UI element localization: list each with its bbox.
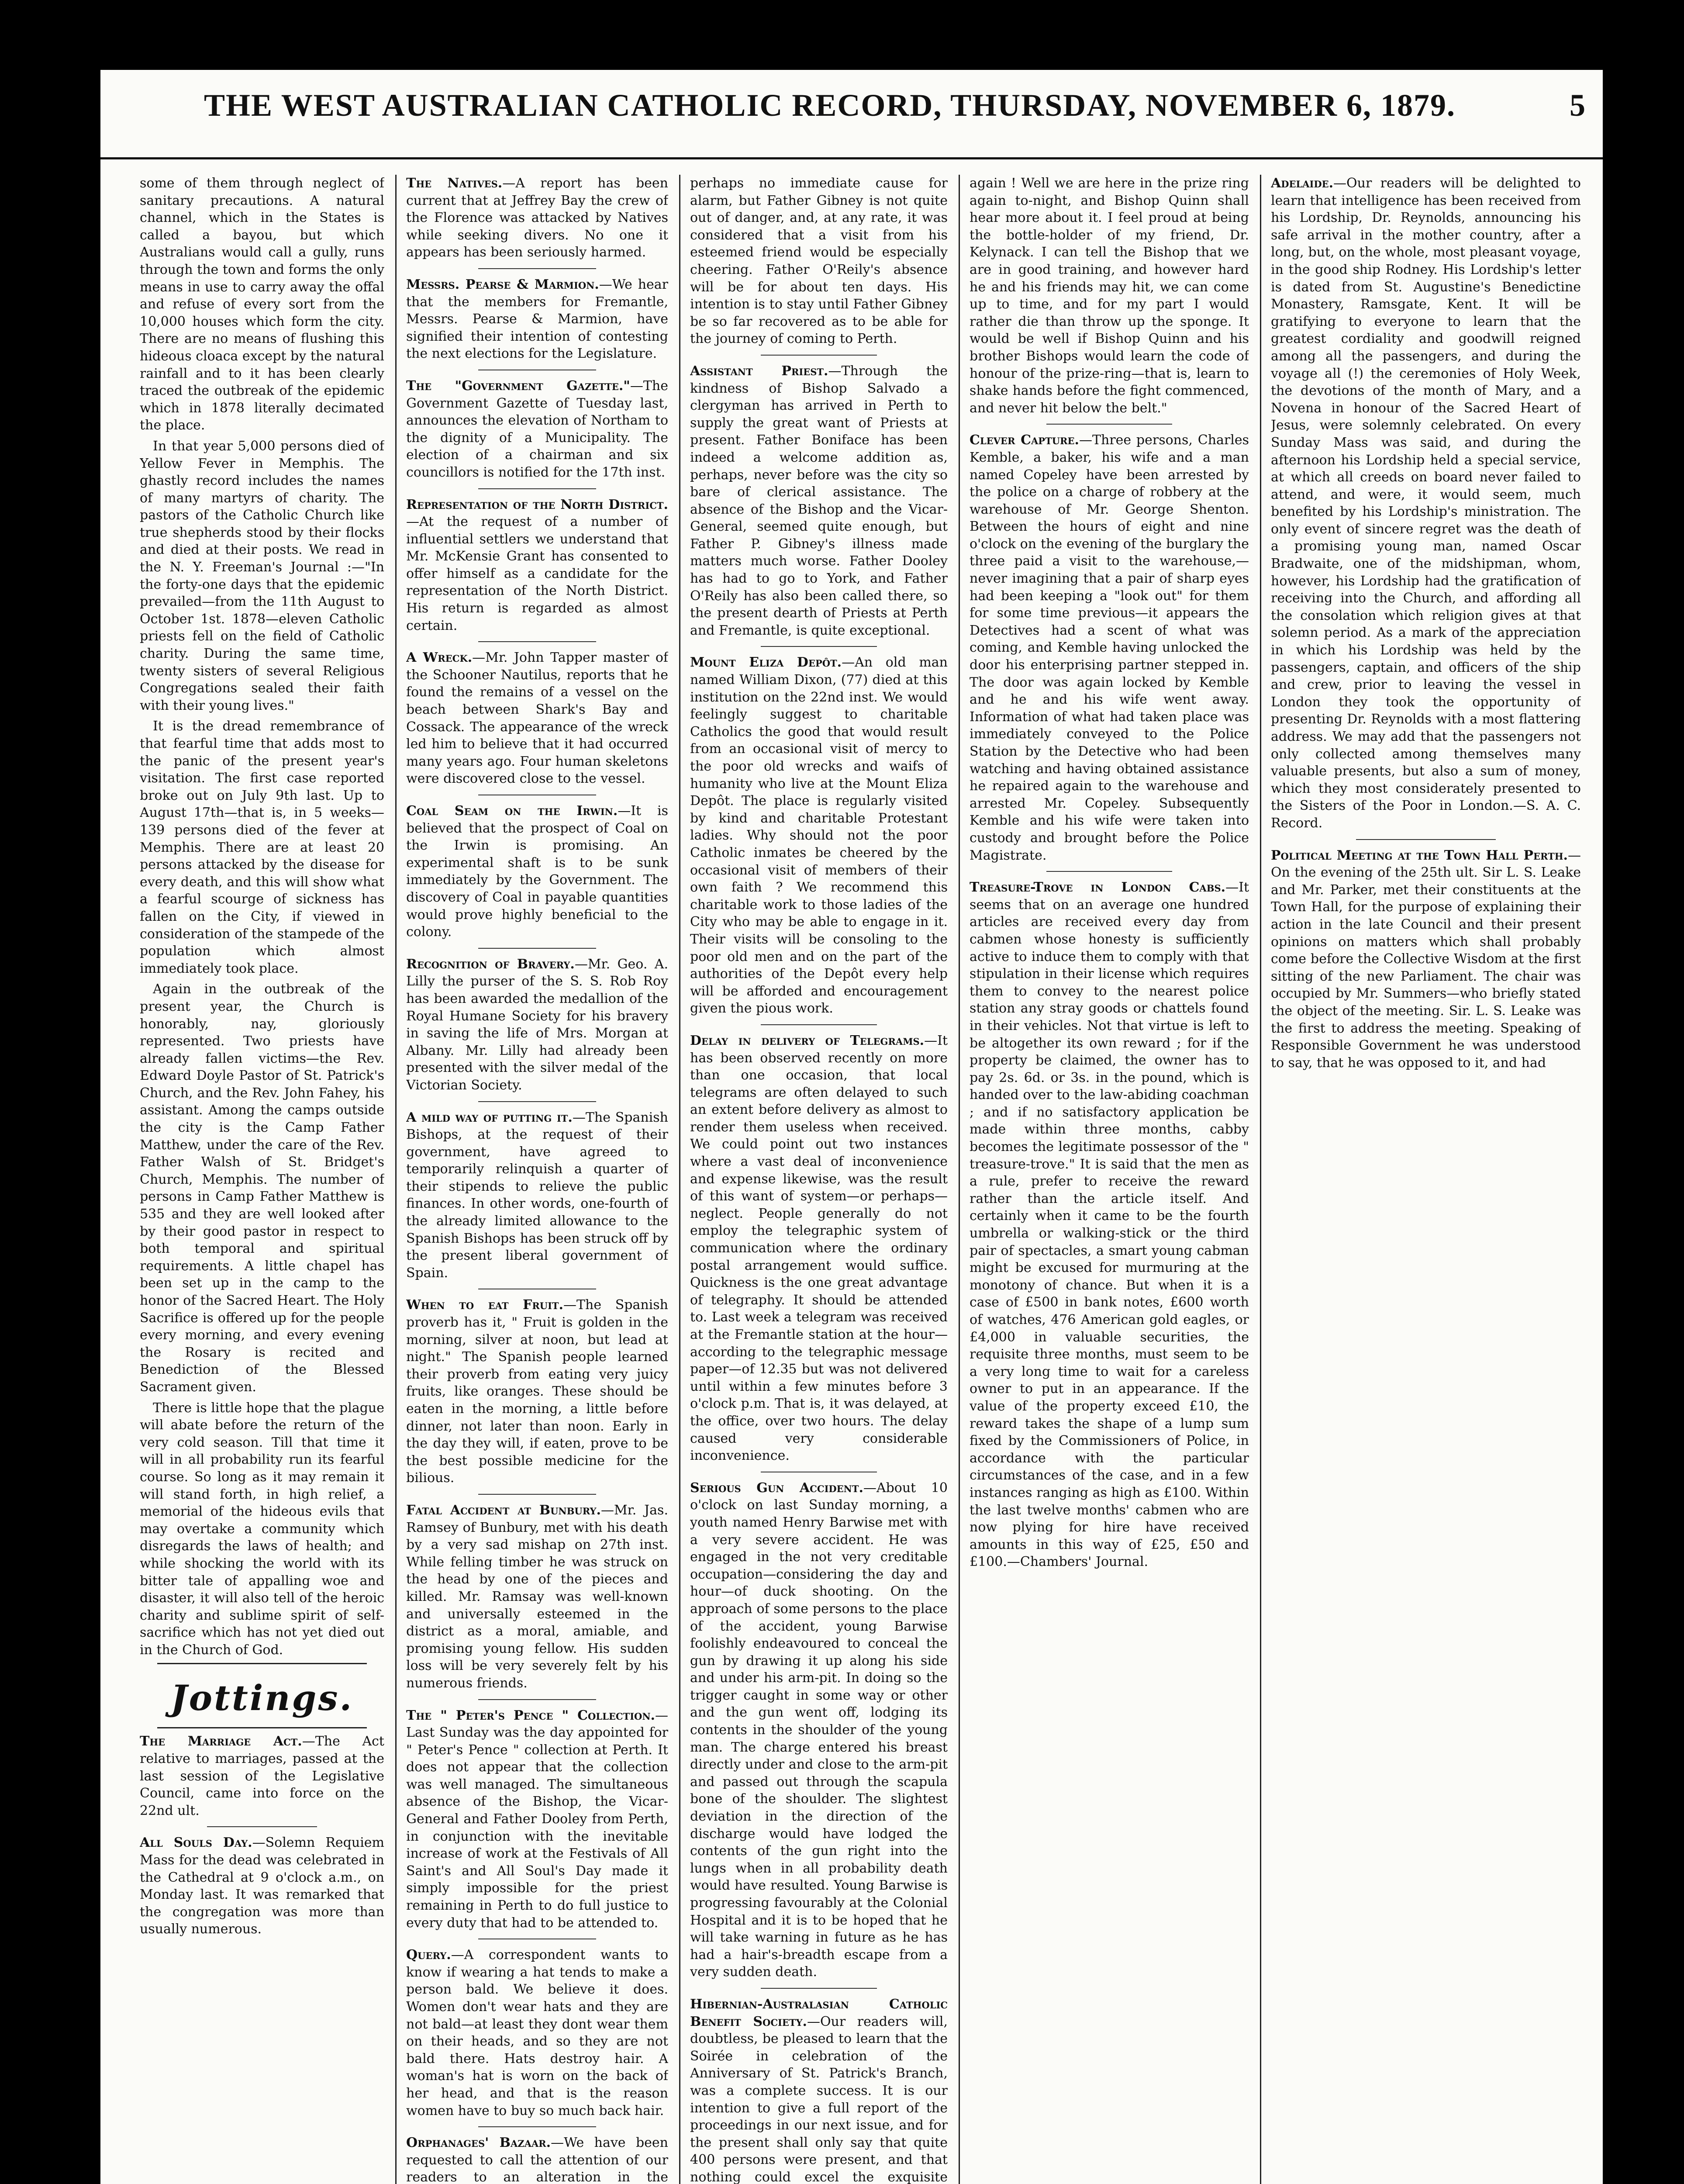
item-headline: All Souls Day. <box>140 1835 252 1851</box>
item-headline: Treasure-Trove in London Cabs. <box>970 880 1226 895</box>
item-body: —Mr. Geo. A. Lilly the purser of the S. S. Rob Roy has been awarded the medallion of the Royal Humane Society for his bravery in saving the life of Mrs. Morgan at Albany. Mr. Lilly had already been presented with the silver medal of the Victorian Society. <box>406 956 668 1093</box>
news-item <box>406 1296 668 1487</box>
news-item <box>970 879 1249 1571</box>
item-headline: Query. <box>406 1947 451 1963</box>
item-headline: Clever Capture. <box>970 432 1079 448</box>
divider <box>478 1101 596 1102</box>
item-headline: Coal Seam on the Irwin. <box>406 803 618 819</box>
news-item <box>140 1733 384 1819</box>
masthead <box>100 70 1603 159</box>
news-item <box>690 175 948 348</box>
newspaper-page <box>100 70 1603 2184</box>
item-headline: A Wreck. <box>406 650 473 666</box>
column-rule <box>1260 175 1261 2184</box>
item-headline: Adelaide. <box>1271 176 1334 191</box>
columns <box>140 175 1581 2184</box>
item-headline: Serious Gun Accident. <box>690 1480 863 1496</box>
item-headline: Hibernian-Australasian Catholic Benefit Society. <box>690 1996 948 2029</box>
newspaper-title: THE WEST AUSTRALIAN CATHOLIC RECORD, THURSDAY, NOVEMBER 6, 1879. <box>204 88 1456 123</box>
item-headline: The Natives. <box>406 176 503 191</box>
item-headline: Messrs. Pearse & Marmion. <box>406 276 599 292</box>
item-body: —The Act relative to marriages, passed at the last session of the Legislative Council, came into force on the 22nd ult. <box>140 1734 384 1818</box>
news-item <box>1271 175 1581 832</box>
item-headline: The " Peter's Pence " Collection. <box>406 1707 655 1723</box>
page-number: 5 <box>1570 88 1585 123</box>
news-item <box>406 496 668 635</box>
column-rule <box>959 175 960 2184</box>
item-body: —Solemn Requiem Mass for the dead was celebrated in the Cathedral at 9 o'clock a.m., on Monday last. It was remarked that the congregation was more than usually numerous. <box>140 1835 384 1937</box>
item-headline: Assistant Priest. <box>690 363 828 379</box>
article-paragraph: There is little hope that the plague will abate before the return of the very cold season. Till that time it will in all probability run its fearful course. So long as it may remain it will stand forth, in high relief, a memorial of the hideous evils that may overtake a community which disregards the laws of health; and while shocking the world with its bitter tale of appalling woe and disaster, it will also tell of the heroic charity and sublime spirit of self-sacrifice which has not yet died out in the Church of God. <box>140 1400 384 1658</box>
item-headline: Political Meeting at the Town Hall Perth. <box>1271 847 1568 863</box>
news-item <box>690 1032 948 1465</box>
news-item <box>690 363 948 639</box>
item-body: —An old man named William Dixon, (77) died at this institution on the 22nd inst. We would feelingly suggest to charitable Catholics the good that would result from an occasional visit of mercy to the poor old wrecks and waifs of humanity who live at the Mount Eliza Depôt. The place is regularly visited by kind and charitable Protestant ladies. Why should not the poor Catholic inmates be cheered by the occasional visit of members of their own faith ? We recommend this charitable work to those ladies of the City who may be able to engage in it. Their visits will be consoling to the poor old men and on the part of the authorities of the Depôt every help will be afforded and encouragement given the pious work. <box>690 655 948 1016</box>
item-body: —Our readers will, doubtless, be pleased to learn that the Soirée in celebration of the Anniversary of St. Patrick's Branch, was a complete success. It is our intention to give a full report of the proceedings in our next issue, and for the present shall only say that quite 400 persons were present, and that nothing could excel the exquisite <box>690 2014 948 2184</box>
news-item <box>970 175 1249 417</box>
divider <box>1356 839 1496 840</box>
divider <box>157 1727 367 1728</box>
item-body: —About 10 o'clock on last Sunday morning, a youth named Henry Barwise met with a very severe accident. He was engaged in the not very creditable occupation—considering the day and hour—of duck shooting. On the approach of some persons to the place of the accident, young Barwise foolishly endeavoured to conceal the gun by drawing it up along his side and under his arm-pit. In doing so the trigger caught in some way or other and the gun went off, lodging its contents in the shoulder of the young man. The charge entered his breast directly under and close to the arm-pit and passed out through the scapula bone of the shoulder. The slightest deviation in the direction of the discharge would have lodged the contents of the gun right into the lungs when in all probability death would have resulted. Young Barwise is progressing favourably at the Colonial Hospital and it is to be hoped that he will take warning in future as he has had a hair's-breadth escape from a very sudden death. <box>690 1480 948 1980</box>
article-paragraph: some of them through neglect of sanitary precautions. A natural channel, which in the States is called a bayou, but which Australians would call a gully, runs through the town and forms the only means in use to carry away the offal and refuse of every sort from the 10,000 houses which form the city. There are no means of flushing this hideous cloaca except by the natural rainfall and to it has been clearly traced the outbreak of the epidemic which in 1878 literally decimated the place. <box>140 176 384 433</box>
column-4 <box>970 175 1249 2184</box>
divider <box>478 2126 596 2127</box>
article-paragraph: In that year 5,000 persons died of Yellow Fever in Memphis. The ghastly record includes the names of many martyrs of charity. The pastors of the Catholic Church like true shepherds stood by their flocks and died at their posts. We read in the N. Y. Freeman's Journal :—"In the forty-one days that the epidemic prevailed—from the 11th August to October 1st. 1878—eleven Catholic priests fell on the field of Catholic charity. During the same time, twenty sisters of several Religious Congregations sealed their faith with their young lives." <box>140 438 384 713</box>
column-rule <box>679 175 680 2184</box>
news-item <box>406 276 668 363</box>
item-headline: Orphanages' Bazaar. <box>406 2135 551 2151</box>
news-item <box>406 1502 668 1692</box>
article-paragraph: It is the dread remembrance of that fearful time that adds most to the panic of the present year's visitation. The first case reported broke out on July 9th last. Up to August 17th—that is, in 5 weeks—139 persons died of the fever at Memphis. There are at least 20 persons attacked by the disease for every death, and this will show what a fearful scourge of sickness has fallen on the City, if viewed in consideration of the stampede of the population which almost immediately took place. <box>140 719 384 976</box>
item-body: —On the evening of the 25th ult. Sir L. S. Leake and Mr. Parker, met their constituents at the Town Hall, for the purpose of explaining their action in the late Council and their present opinions on matters which shall probably come before the Collective Wisdom at the first sitting of the new Parliament. The chair was occupied by Mr. Summers—who briefly stated the object of the meeting. Sir. L. S. Leake was the first to address the meeting. Speaking of Responsible Government he was understood to say, that he was opposed to it, and had <box>1271 847 1581 1071</box>
item-headline: Fatal Accident at Bunbury. <box>406 1502 601 1518</box>
item-body: again ! Well we are here in the prize ring again to-night, and Bishop Quinn shall hear more about it. I feel proud at being the bottle-holder of my friend, Dr. Kelynack. I can tell the Bishop that we are in good training, and however hard he and his friends may hit, we can come up to time, and for my part I would rather die than throw up the sponge. It would be well if Bishop Quinn and his brother Bishops would learn the code of honour of the prize-ring—that is, learn to shake hands before the fight commenced, and never hit below the belt." <box>970 176 1249 416</box>
item-body: —Our readers will be delighted to learn that intelligence has been received from his Lordship, Dr. Reynolds, announcing his safe arrival in the mother country, after a long, but, on the whole, most pleasant voyage, in the good ship Rodney. His Lordship's letter is dated from St. Augustine's Benedictine Monastery, Ramsgate, Kent. It will be gratifying to everyone to learn that the greatest cordiality and goodwill reigned among all the passengers, and during the voyage all (!) the ceremonies of Holy Week, the devotions of the month of Mary, and a Novena in honour of the Sacred Heart of Jesus, were solemnly celebrated. On every Sunday Mass was said, and during the afternoon his Lordship held a special service, at which all creeds on board never failed to attend, and were, it would seem, much benefited by his Lordship's ministration. The only event of sincere regret was the death of a promising young man, named Oscar Bradwaite, one of the midshipman, whom, however, his Lordship had the gratification of receiving into the Church, and affording all the consolation which religion gives at that solemn period. As a mark of the appreciation in which his Lordship was held by the passengers, captain, and officers of the ship and crew, prior to leaving the vessel in London they took the opportunity of presenting Dr. Reynolds with a most flattering address. We may add that the passengers not only collected among themselves many valuable presents, but also a sum of money, which they most considerately presented to the Sisters of the Poor in London.—S. A. C. Record. <box>1271 176 1581 831</box>
jottings-heading: Jottings. <box>170 1677 354 1719</box>
news-item <box>690 1479 948 1981</box>
news-item <box>406 802 668 941</box>
item-body: —A report has been current that at Jeffrey Bay the crew of the Florence was attacked by Natives while seeking divers. No one it appears has been seriously harmed. <box>406 176 668 260</box>
news-item <box>690 1996 948 2184</box>
item-body: —Last Sunday was the day appointed for " Peter's Pence " collection at Perth. It does not appear that the collection was well managed. The simultaneous absence of the Bishop, the Vicar-General and Father Dooley from Perth, in conjunction with the inevitable increase of work at the Festivals of All Saint's and All Soul's Day made it simply impossible for the priest remaining in Perth to do full justice to every duty that had to be attended to. <box>406 1707 668 1931</box>
divider <box>1046 871 1172 872</box>
column-3 <box>690 175 948 2184</box>
item-headline: The Marriage Act. <box>140 1734 302 1749</box>
item-headline: The "Government Gazette." <box>406 378 630 394</box>
news-item <box>406 1946 668 2119</box>
item-body: —It seems that on an average one hundred articles are received every day from cabmen whose honesty is sufficiently active to induce them to comply with that stipulation in their license which requires them to convey to the nearest police station any stray goods or chattels found in their vehicles. Not that virtue is left to be altogether its own reward ; for if the property be claimed, the owner has to pay 2s. 6d. or 3s. in the pound, which is handed over to the law-abiding coachman ; and if no satisfactory application be made within three months, cabby becomes the legitimate possessor of the " treasure-trove." It is said that the men as a rule, prefer to receive the reward rather than the article itself. And certainly when it came to be the fourth umbrella or walking-stick or the third pair of spectacles, a smart young cabman might be excused for murmuring at the monotony of chance. But when it is a case of £500 in bank notes, £600 worth of watches, 476 American gold eagles, or £4,000 in valuable securities, the requisite three months, must seem to be a very long time to wait for a careless owner to put in an appearance. If the value of the property exceed £10, the reward takes the shape of a lump sum fixed by the Commissioners of Police, in accordance with the particular circumstances of the case, and in a few instances ranging as high as £100. Within the last twelve months' cabmen who are now plying for hire have received amounts in this way of £25, £50 and £100.—Chambers' Journal. <box>970 880 1249 1570</box>
divider <box>761 646 877 647</box>
item-body: perhaps no immediate cause for alarm, but Father Gibney is not quite out of danger, and, at any rate, it was considered that a visit from his esteemed friend would be especially cheering. Father O'Reily's absence will be for about ten days. His intention is to stay until Father Gibney be so far recovered as to be able for the journey of coming to Perth. <box>690 176 948 347</box>
divider <box>478 641 596 642</box>
news-item <box>406 956 668 1094</box>
divider <box>207 1826 317 1827</box>
article-paragraph: Again in the outbreak of the present year, the Church is honorably, nay, gloriously represented. Two priests have already fallen victims—the Rev. Edward Doyle Pastor of St. Patrick's Church, and the Rev. John Fahey, his assistant. Among the camps outside the city is the Camp Father Matthew, under the care of the Rev. Father Walsh of St. Bridget's Church, Memphis. The number of persons in Camp Father Matthew is 535 and they are well looked after by their good pastor in respect to both temporal and spiritual requirements. A little chapel has been set up in the camp to the honor of the Sacred Heart. The Holy Sacrifice is offered up for the people every morning, and every evening the Rosary is recited and Benediction of the Blessed Sacrament given. <box>140 981 384 1395</box>
divider <box>478 948 596 949</box>
divider <box>478 268 596 269</box>
item-body: —A correspondent wants to know if wearing a hat tends to make a person bald. We believe it does. Women don't wear hats and they are not bald—at least they dont wear them on their heads, and so they are not bald there. Hats destroy hair. A woman's hat is worn on the back of her head, and that is the reason women have to buy so much back hair. <box>406 1947 668 2118</box>
news-item <box>406 649 668 788</box>
column-5 <box>1271 175 1581 2184</box>
item-headline: Recognition of Bravery. <box>406 956 575 972</box>
news-item <box>406 1109 668 1282</box>
item-body: —Through the kindness of Bishop Salvado a clergyman has arrived in Perth to supply the great want of Priests at present. Father Boniface has been indeed a welcome addition as, perhaps, never before was the city so bare of clerical assistance. The absence of the Bishop and the Vicar-General, seemed quite enough, but Father P. Gibney's illness made matters much worse. Father Dooley has had to go to York, and Father O'Reily has also been called there, so the present dearth of Priests at Perth and Fremantle, is quite exceptional. <box>690 363 948 638</box>
column-2 <box>406 175 668 2184</box>
item-body: —The Spanish Bishops, at the request of their government, have agreed to temporarily relinquish a quarter of their stipends to relieve the public finances. In other words, one-fourth of the already limited allowance to the Spanish Bishops has been struck off by the present liberal government of Spain. <box>406 1109 668 1281</box>
item-headline: A mild way of putting it. <box>406 1109 573 1125</box>
item-headline: When to eat Fruit. <box>406 1297 563 1313</box>
news-item <box>406 1707 668 1932</box>
item-body: —It is believed that the prospect of Coal on the Irwin is promising. An experimental shaft is to be sunk immediately by the Government. The discovery of Coal in payable quantities would prove highly beneficial to the colony. <box>406 803 668 940</box>
item-body: —We hear that the members for Fremantle, Messrs. Pearse & Marmion, have signified their intention of contesting the next elections for the Legislature. <box>406 276 668 362</box>
divider <box>761 1024 877 1025</box>
divider <box>478 1494 596 1495</box>
news-item <box>970 432 1249 864</box>
news-item <box>690 654 948 1017</box>
divider <box>761 355 877 356</box>
item-headline: Mount Eliza Depôt. <box>690 655 842 670</box>
item-body: —The Spanish proverb has it, " Fruit is golden in the morning, silver at noon, but lead at night." The Spanish people learned their proverb from eating very juicy fruits, like oranges. These should be eaten in the morning, a little before dinner, not later than noon. Early in the day they will, if eaten, prove to be the best possible medicine for the bilious. <box>406 1297 668 1486</box>
divider <box>761 1988 877 1989</box>
divider <box>1046 424 1172 425</box>
column-1 <box>140 175 384 2184</box>
divider <box>478 1699 596 1700</box>
item-body: —We have been requested to call the attention of our readers to an alteration in the <box>406 2135 668 2184</box>
item-body: —The Government Gazette of Tuesday last, announces the elevation of Northam to the dignity of a Municipality. The election of a chairman and six councillors is notified for the 17th inst. <box>406 378 668 480</box>
item-body: —It has been observed recently on more than one occasion, that local telegrams are often delayed to such an extent before delivery as almost to render them useless when received. We could point out two instances where a vast deal of inconvenience and expense likewise, was the result of this want of system—or perhaps—neglect. People generally do not employ the telegraphic system of communication where the ordinary postal arrangement would suffice. Quickness is the one great advantage of telegraphy. It should be attended to. Last week a telegram was received at the Fremantle station at the hour—according to the telegraphic message paper—of 12.35 but was not delivered until within a few minutes before 3 o'clock p.m. That is, it was delayed, at the office, over two hours. The delay caused very considerable inconvenience. <box>690 1033 948 1464</box>
item-body: —Mr. John Tapper master of the Schooner Nautilus, reports that he found the remains of a vessel on the beach between Shark's Bay and Cossack. The appearance of the wreck led him to believe that it had occurred many years ago. Four human skeletons were discovered close to the vessel. <box>406 650 668 787</box>
column-rule <box>395 175 397 2184</box>
item-headline: Delay in delivery of Telegrams. <box>690 1033 925 1048</box>
item-headline: Representation of the North District. <box>406 497 668 512</box>
news-item <box>406 377 668 481</box>
news-item <box>406 2134 668 2184</box>
news-item <box>1271 847 1581 1072</box>
news-item <box>406 175 668 261</box>
item-body: —Three persons, Charles Kemble, a baker, his wife and a man named Copeley have been arrested by the police on a charge of robbery at the warehouse of Mr. George Shenton. Between the hours of eight and nine o'clock on the evening of the burglary the three paid a visit to the warehouse,—never imagining that a pair of sharp eyes had been keeping a "look out" for them for some time previous—it appears the Detectives had a scent of what was coming, and Kemble having unlocked the door his enterprising partner stepped in. The door was again locked by Kemble and he and his wife went away. Information of what had taken place was immediately conveyed to the Police Station by the Detective who had been watching and having obtained assistance he repaired again to the warehouse and arrested Mr. Copeley. Subsequently Kemble and his wife were taken into custody and brought before the Police Magistrate. <box>970 432 1249 863</box>
item-body: —At the request of a number of influential settlers we understand that Mr. McKensie Grant has consented to offer himself as a candidate for the representation of the North District. His return is regarded as almost certain. <box>406 514 668 633</box>
item-body: —Mr. Jas. Ramsey of Bunbury, met with his death by a very sad mishap on 27th inst. While felling timber he was struck on the head by one of the pieces and killed. Mr. Ramsay was well-known and universally esteemed in the district as a moral, amiable, and promising young fellow. His sudden loss will be very severely felt by his numerous friends. <box>406 1502 668 1691</box>
news-item <box>140 1834 384 1938</box>
divider <box>157 1663 367 1664</box>
divider <box>478 488 596 489</box>
